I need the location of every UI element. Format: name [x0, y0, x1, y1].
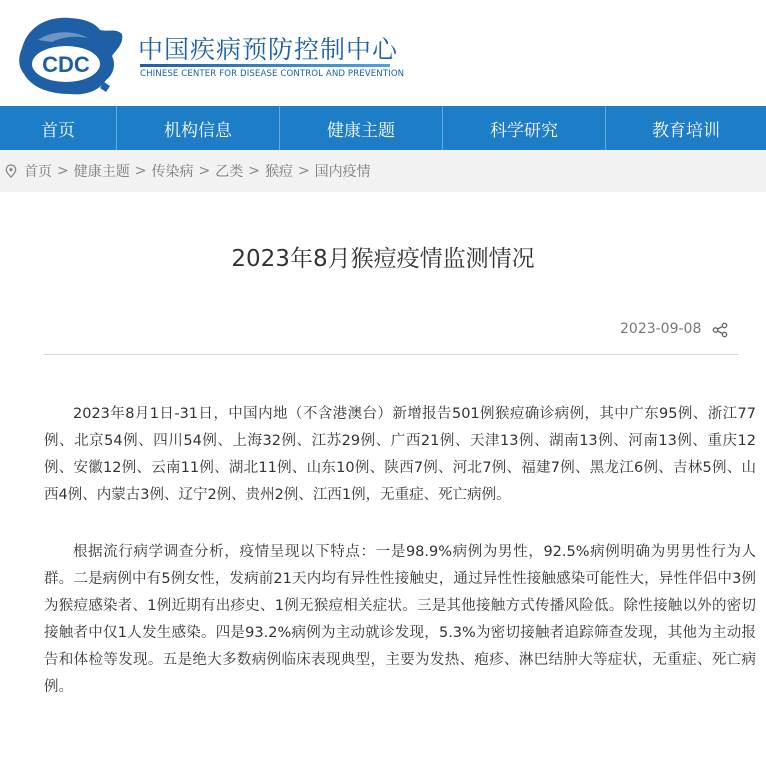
breadcrumb-separator: > [198, 163, 211, 179]
breadcrumb-class-b[interactable]: 乙类 [215, 164, 244, 180]
site-header [0, 0, 766, 106]
location-pin-icon [4, 164, 18, 178]
breadcrumb-separator: > [248, 163, 260, 179]
breadcrumb-separator: > [297, 163, 310, 179]
article-title: 2023年8月猴痘疫情监测情况 [231, 246, 535, 272]
breadcrumb-domestic-epidemic[interactable]: 国内疫情 [314, 164, 371, 180]
nav-item-research[interactable]: 科学研究 [443, 106, 606, 150]
nav-item-education[interactable]: 教育培训 [652, 120, 720, 141]
publish-date: 2023-09-08 [620, 321, 702, 337]
breadcrumb-infectious-disease[interactable]: 传染病 [151, 164, 194, 180]
main-nav [0, 106, 766, 150]
nav-item-health-topics[interactable]: 健康主题 [280, 106, 443, 150]
breadcrumb-home[interactable]: 首页 [24, 164, 52, 180]
title-divider [44, 354, 739, 355]
breadcrumb-separator: > [57, 163, 69, 179]
share-icon[interactable] [712, 322, 728, 338]
breadcrumb [0, 150, 766, 192]
logo-text: CDC [42, 52, 90, 77]
article-paragraph: 根据流行病学调查分析，疫情呈现以下特点：一是98.9%病例为男性，92.5%病例明确为男男性行为人群。二是病例中有5例女性，发病前21天内均有异性性接触史，通过异性性接触感染可能性大，异性伴侣中3例为猴痘感染者、1例近期有出疹史、1例无猴痘相关症状。三是其他接触方式传播风险低。除性接触以外的密切接触者中仅1人发生感染。四是93.2%病例为主动就诊发现，5.3%为密切接触者追踪筛查发现，其他为主动报告和体检等发现。五是绝大多数病例临床表现典型，主要为发热、疱疹、淋巴结肿大等症状，无重症、死亡病例。 [44, 544, 756, 695]
nav-item-organization[interactable]: 机构信息 [117, 106, 280, 150]
breadcrumb-mpox[interactable]: 猴痘 [264, 164, 293, 180]
nav-item-home[interactable]: 首页 [0, 106, 117, 150]
org-name-underline [140, 64, 390, 67]
org-name-en: CHINESE CENTER FOR DISEASE CONTROL AND PREVENTION [140, 69, 405, 79]
breadcrumb-health-topics[interactable]: 健康主题 [73, 164, 130, 180]
org-name-cn: 中国疾病预防控制中心 [138, 35, 399, 64]
breadcrumb-separator: > [134, 163, 147, 179]
article-paragraph: 2023年8月1日-31日，中国内地（不含港澳台）新增报告501例猴痘确诊病例，其中广东95例、浙江77例、北京54例、四川54例、上海32例、江苏29例、广西21例、天津13例、湖南13例、河南13例、重庆12例、安徽12例、云南11例、湖北11例、山东10例、陕西7例、河北7例、福建7例、黑龙江6例、吉林5例、山西4例、内蒙古3例、辽宁2例、贵州2例、江西1例，无重症、死亡病例。 [44, 406, 756, 503]
cdc-logo[interactable] [8, 8, 128, 100]
